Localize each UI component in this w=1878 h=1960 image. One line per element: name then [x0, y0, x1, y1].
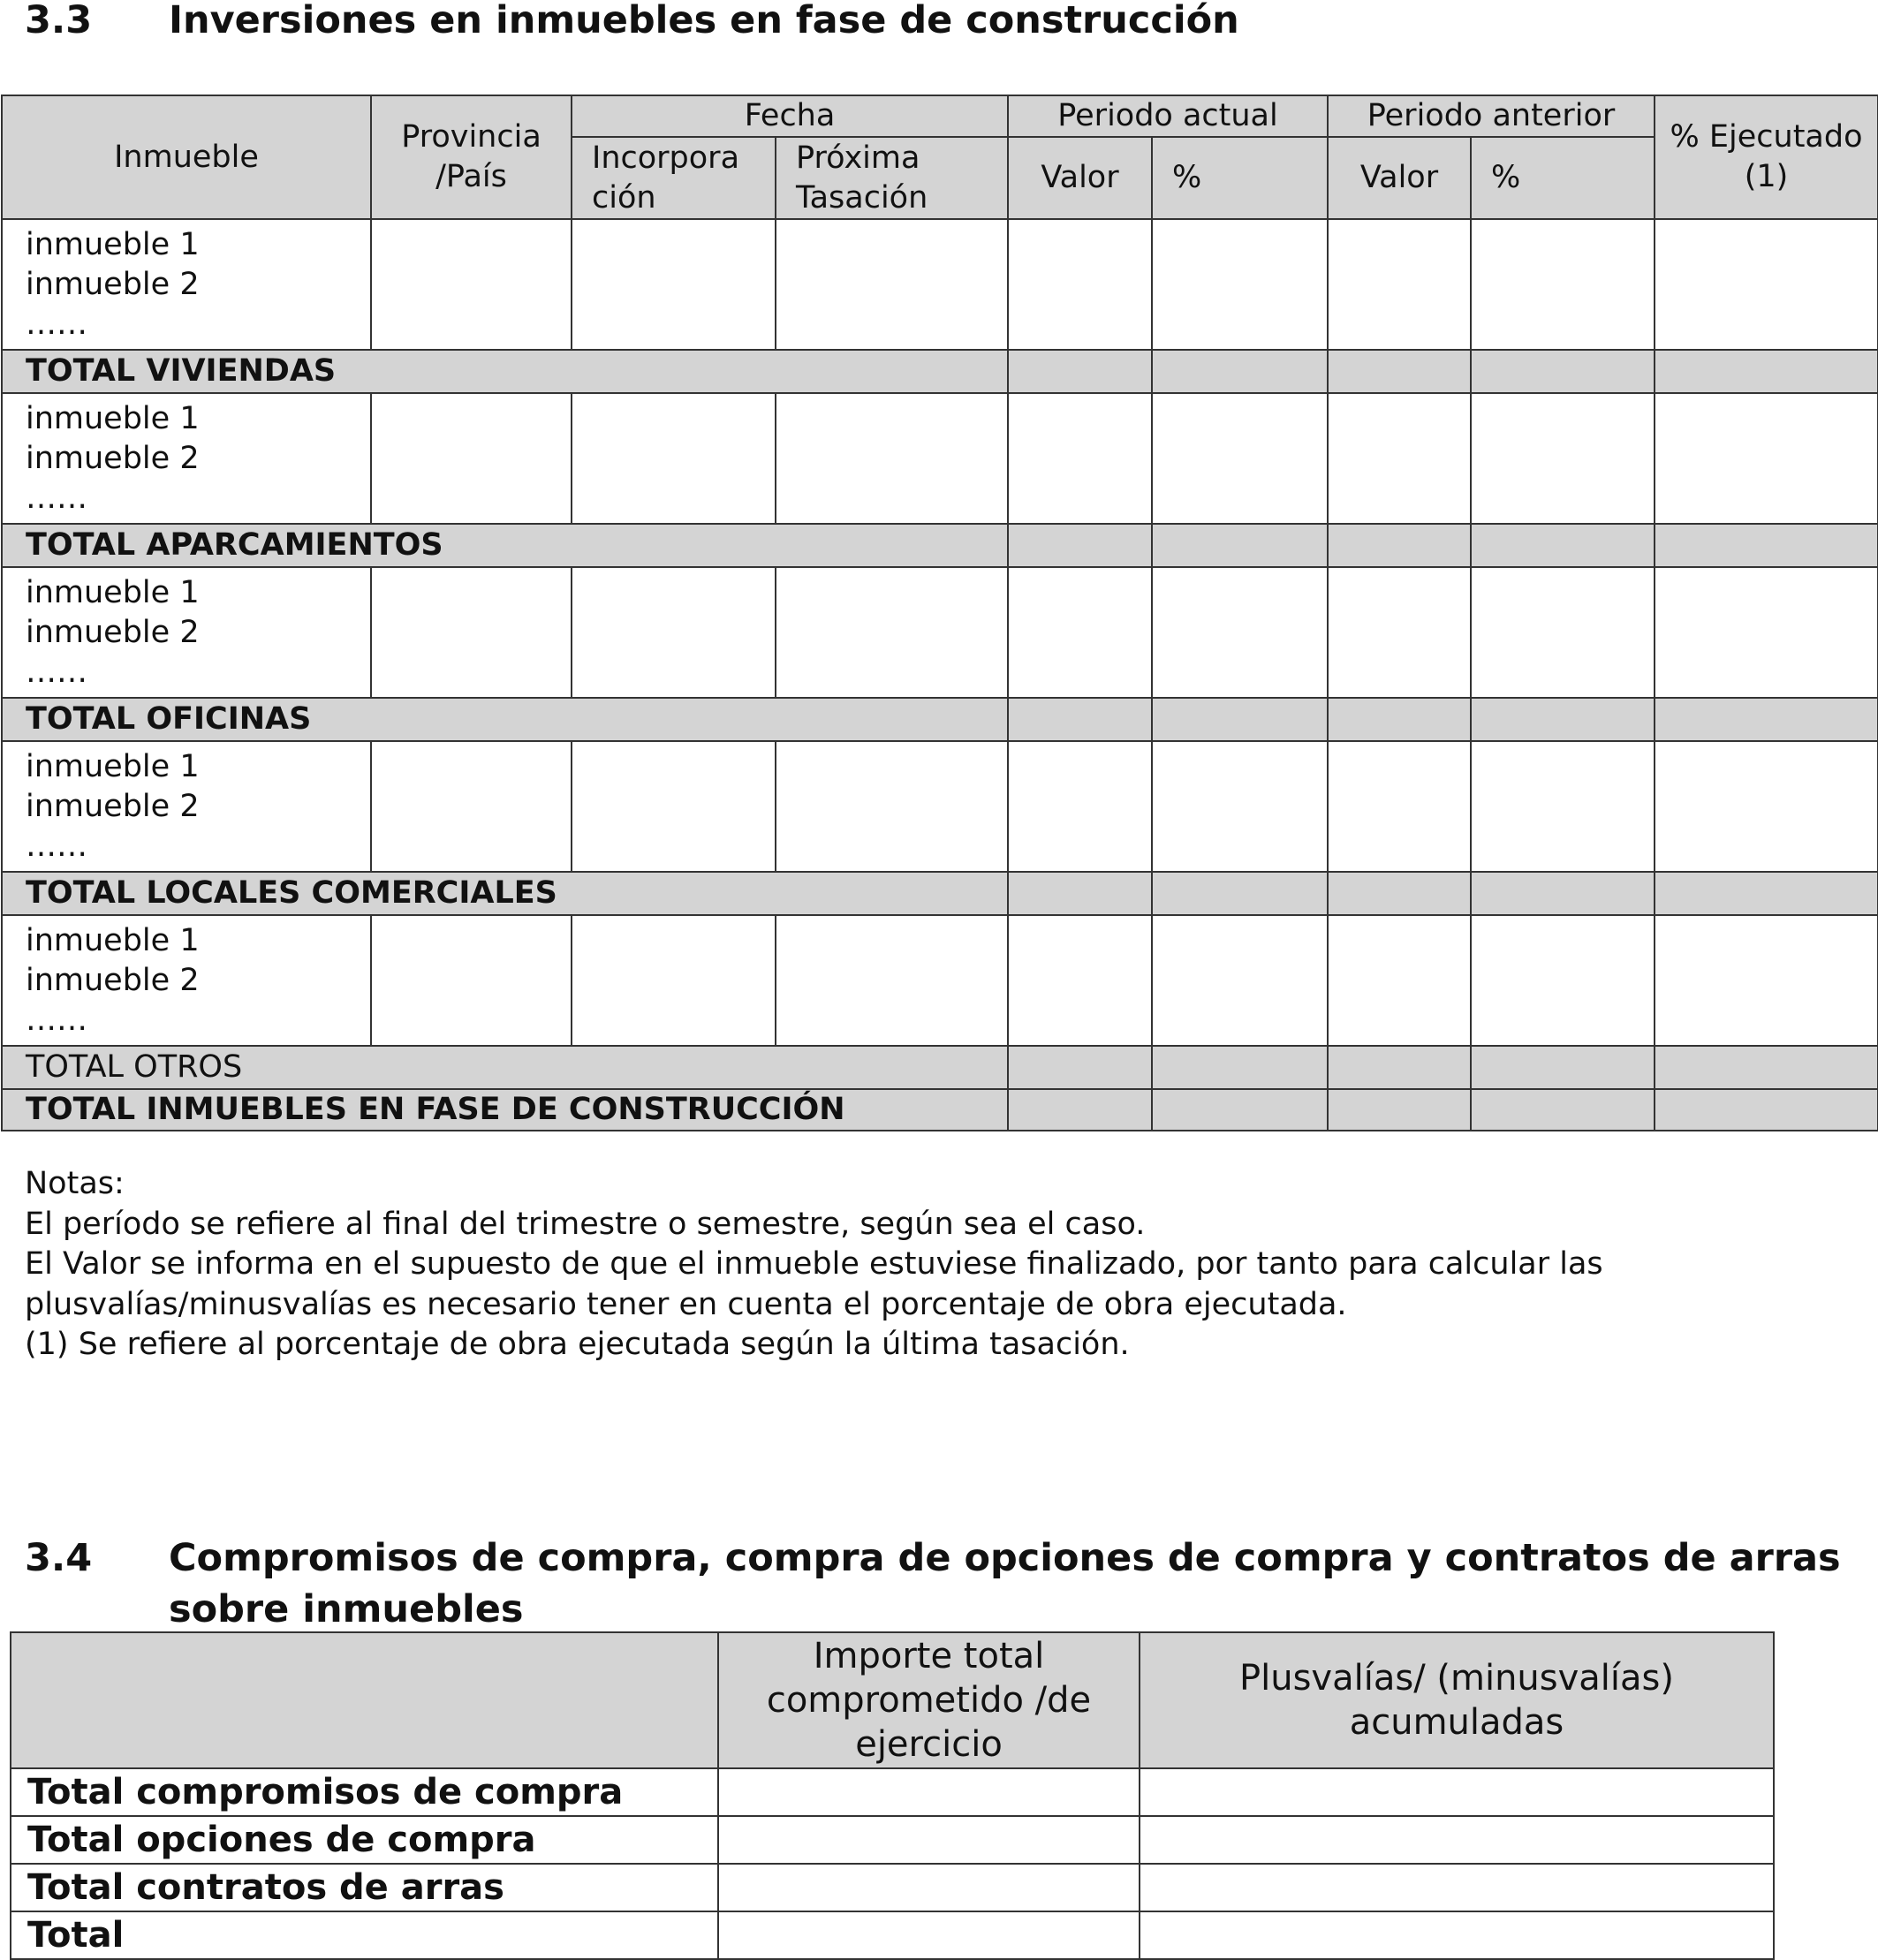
- empty-cell: [572, 219, 776, 350]
- table-row: [2, 567, 1878, 698]
- total-label: TOTAL LOCALES COMERCIALES: [2, 872, 1008, 915]
- section-title: Inversiones en inmuebles en fase de construcción: [169, 0, 1239, 42]
- row-label: Total opciones de compra: [11, 1816, 718, 1864]
- list-item: inmueble 2: [26, 788, 200, 824]
- empty-cell: [1328, 219, 1471, 350]
- table-row: [2, 915, 1878, 1046]
- notes: [25, 1164, 1844, 1366]
- list-item: inmueble 2: [26, 962, 200, 998]
- col-periodo-anterior: Periodo anterior: [1328, 95, 1655, 137]
- section-3-4-heading: [25, 1532, 1841, 1635]
- list-item: ……: [26, 828, 87, 864]
- col-inmueble: Inmueble: [2, 95, 371, 219]
- table-row: [2, 393, 1878, 524]
- empty-cell: [371, 219, 572, 350]
- note-line: plusvalías/minusvalías es necesario tener en cuenta el porcentaje de obra ejecutada.: [25, 1286, 1347, 1322]
- empty-cell: [1655, 219, 1878, 350]
- total-label: TOTAL OFICINAS: [2, 698, 1008, 741]
- section-title-line: sobre inmuebles: [169, 1587, 524, 1631]
- list-item: ……: [26, 654, 87, 690]
- list-item: inmueble 1: [26, 400, 200, 436]
- col-fecha: Fecha: [572, 95, 1008, 137]
- inmueble-list: [2, 393, 371, 524]
- table-row: [11, 1864, 1774, 1911]
- total-label: TOTAL VIVIENDAS: [2, 350, 1008, 393]
- table-row: [2, 741, 1878, 872]
- col-concepto: [11, 1632, 718, 1768]
- total-row: [2, 524, 1878, 567]
- table-row: [11, 1768, 1774, 1816]
- col-anterior-valor: Valor: [1328, 137, 1471, 219]
- row-label: Total compromisos de compra: [11, 1768, 718, 1816]
- list-item: ……: [26, 1002, 87, 1038]
- list-item: inmueble 2: [26, 440, 200, 476]
- notes-heading: Notas:: [25, 1166, 125, 1201]
- inmueble-list: [2, 915, 371, 1046]
- col-periodo-actual: Periodo actual: [1008, 95, 1328, 137]
- inmueble-list: [2, 741, 371, 872]
- section-number: 3.3: [25, 0, 93, 42]
- note-line: El Valor se informa en el supuesto de que el inmueble estuviese finalizado, por tanto para calcular las: [25, 1246, 1603, 1282]
- row-label: Total contratos de arras: [11, 1864, 718, 1911]
- section-number: 3.4: [25, 1536, 93, 1580]
- empty-cell: [1008, 219, 1152, 350]
- list-item: ……: [26, 306, 87, 342]
- grand-total-row: [2, 1089, 1878, 1131]
- list-item: inmueble 1: [26, 226, 200, 262]
- col-ejecutado: % Ejecutado (1): [1655, 95, 1878, 219]
- list-item: inmueble 1: [26, 574, 200, 610]
- table-row: [2, 219, 1878, 350]
- col-importe: Importe total comprometido /de ejercicio: [718, 1632, 1140, 1768]
- purchase-commitments-table: [10, 1631, 1775, 1960]
- note-line: El período se refiere al final del trimestre o semestre, según sea el caso.: [25, 1206, 1146, 1242]
- col-incorporacion: Incorpora ción: [572, 137, 776, 219]
- list-item: ……: [26, 480, 87, 516]
- table-row: [11, 1911, 1774, 1959]
- section-title-line: Compromisos de compra, compra de opciones de compra y contratos de arras: [169, 1536, 1841, 1580]
- total-row: [2, 1046, 1878, 1089]
- list-item: inmueble 2: [26, 266, 200, 302]
- table-row: [11, 1816, 1774, 1864]
- col-actual-pct: %: [1152, 137, 1328, 219]
- row-label: Total: [11, 1911, 718, 1959]
- empty-cell: [776, 219, 1008, 350]
- col-plusvalias: Plusvalías/ (minusvalías) acumuladas: [1140, 1632, 1774, 1768]
- section-3-3-heading: [25, 0, 1239, 46]
- empty-cell: [1152, 219, 1328, 350]
- total-label: TOTAL OTROS: [2, 1046, 1008, 1089]
- total-label: TOTAL APARCAMIENTOS: [2, 524, 1008, 567]
- list-item: inmueble 2: [26, 614, 200, 650]
- col-anterior-pct: %: [1471, 137, 1655, 219]
- total-row: [2, 350, 1878, 393]
- col-proxima-tasacion: Próxima Tasación: [776, 137, 1008, 219]
- inmueble-list: [2, 567, 371, 698]
- total-row: [2, 698, 1878, 741]
- list-item: inmueble 1: [26, 748, 200, 784]
- construction-investments-table: [1, 95, 1878, 1131]
- note-line: (1) Se refiere al porcentaje de obra ejecutada según la última tasación.: [25, 1327, 1130, 1362]
- list-item: inmueble 1: [26, 922, 200, 958]
- col-provincia: Provincia /País: [371, 95, 572, 219]
- inmueble-list: [2, 219, 371, 350]
- grand-total-label: TOTAL INMUEBLES EN FASE DE CONSTRUCCIÓN: [2, 1089, 1008, 1131]
- col-actual-valor: Valor: [1008, 137, 1152, 219]
- empty-cell: [1471, 219, 1655, 350]
- total-row: [2, 872, 1878, 915]
